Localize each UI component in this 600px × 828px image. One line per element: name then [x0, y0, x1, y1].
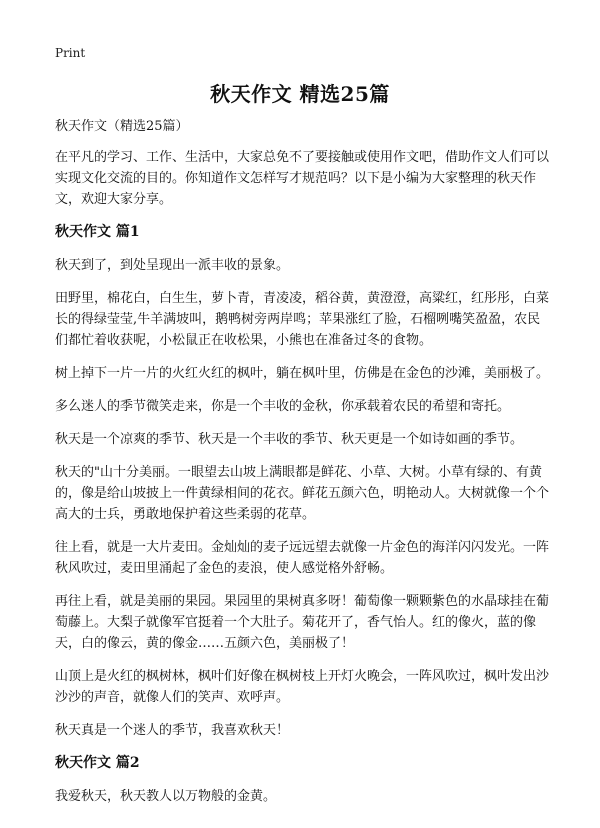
paragraph: 田野里，棉花白，白生生，萝卜青，青凌凌，稻谷黄，黄澄澄，高粱红，红彤彤，白菜长的得绿莹莹,牛羊满坡叫，鹅鸭树旁两岸鸣；苹果涨红了脸，石榴咧嘴笑盈盈，农民们都忙着收获呢，小松鼠正在收松果，小熊也在准备过冬的食物。	[55, 291, 550, 348]
paragraph: 山顶上是火红的枫树林，枫叶们好像在枫树枝上开灯火晚会，一阵风吹过，枫叶发出沙沙沙的声音，就像人们的笑声、欢呼声。	[55, 669, 550, 705]
print-label: Print	[55, 46, 86, 60]
paragraph: 多么迷人的季节微笑走来，你是一个丰收的金秋，你承载着农民的希望和寄托。	[55, 399, 511, 414]
article-body	[55, 116, 550, 819]
paragraph: 再往上看，就是美丽的果园。果园里的果树真多呀！葡萄像一颗颗紫色的水晶球挂在葡萄藤上。大梨子就像军官挺着一个大肚子。菊花开了，香气怡人。红的像火，蓝的像天，白的像云，黄的像金……五颜六色，美丽极了！	[55, 594, 550, 651]
paragraph: 秋天是一个凉爽的季节、秋天是一个丰收的季节、秋天更是一个如诗如画的季节。	[55, 432, 524, 447]
paragraph: 秋天真是一个迷人的季节，我喜欢秋天！	[55, 723, 290, 738]
subtitle: 秋天作文（精选25篇）	[55, 119, 189, 134]
paragraph: 树上掉下一片一片的火红火红的枫叶，躺在枫叶里，仿佛是在金色的沙滩，美丽极了。	[55, 366, 550, 381]
paragraph: 往上看，就是一大片麦田。金灿灿的麦子远远望去就像一片金色的海洋闪闪发光。一阵秋风吹过，麦田里涌起了金色的麦浪，使人感觉格外舒畅。	[55, 540, 550, 576]
page-title: 秋天作文 精选25篇	[210, 82, 390, 106]
intro-paragraph: 在平凡的学习、工作、生活中，大家总免不了要接触或使用作文吧，借助作文人们可以实现文化交流的目的。你知道作文怎样写才规范吗？以下是小编为大家整理的秋天作文，欢迎大家分享。	[55, 150, 550, 207]
section-heading-2: 秋天作文 篇2	[55, 755, 140, 771]
paragraph: 秋天到了，到处呈现出一派丰收的景象。	[55, 258, 290, 273]
paragraph: 我爱秋天，秋天教人以万物般的金黄。	[55, 789, 277, 804]
section-heading-1: 秋天作文 篇1	[55, 224, 140, 240]
paragraph: 秋天的"山十分美丽。一眼望去山坡上满眼都是鲜花、小草、大树。小草有绿的、有黄的，像是给山坡披上一件黄绿相间的花衣。鲜花五颜六色，明艳动人。大树就像一个个高大的士兵，勇敢地保护着这些柔弱的花草。	[55, 465, 550, 522]
